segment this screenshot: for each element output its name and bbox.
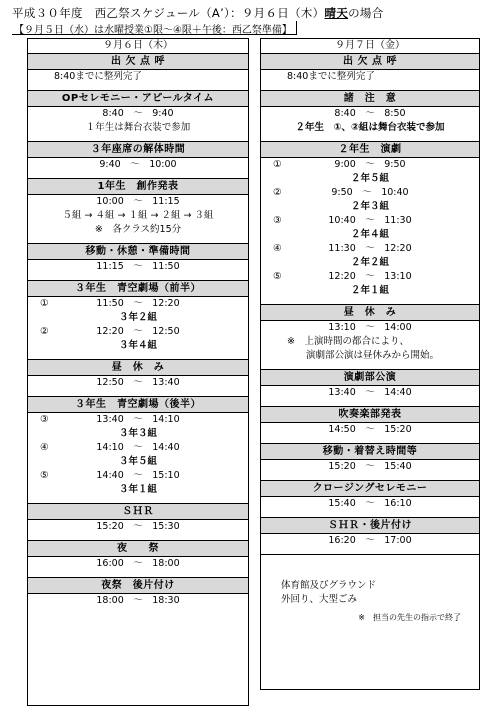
line-text: 9:40 ～ 10:00: [99, 159, 177, 170]
left-section: [28, 396, 248, 503]
order-number-icon: ③: [40, 414, 49, 425]
schedule-line: [28, 158, 248, 172]
line-text: ※ 上演時間の都合により、: [287, 336, 409, 347]
schedule-line: [261, 386, 479, 400]
schedule-line: [261, 107, 479, 121]
schedule-line: [28, 121, 248, 135]
schedule-line: [261, 497, 479, 511]
section-heading: 移動・休憩・準備時間: [28, 244, 248, 260]
line-text: 15:40 ～ 16:10: [328, 498, 412, 509]
line-text: ２年生 ①、②組は舞台衣装で参加: [295, 122, 445, 133]
left-section: [28, 141, 248, 178]
line-text: 15:20 ～ 15:40: [328, 461, 412, 472]
line-text: １年生は舞台衣装で参加: [85, 122, 191, 133]
section-heading: クロージングセレモニー: [261, 481, 479, 497]
left-section: [28, 359, 248, 396]
schedule-line: [28, 413, 248, 427]
section-heading: 夜 祭: [28, 541, 248, 557]
day2-footer: [261, 554, 479, 625]
line-text: ３年３組: [118, 428, 157, 439]
class-label: [261, 121, 479, 135]
right-section: [261, 443, 479, 480]
schedule-line: [261, 349, 479, 363]
order-number-icon: ④: [273, 243, 282, 254]
line-text: 11:50 ～ 12:20: [96, 298, 180, 309]
schedule-line: [261, 70, 479, 84]
line-text: 16:00 ～ 18:00: [96, 558, 180, 569]
line-text: ３年４組: [118, 340, 157, 351]
day2-schedule-column: [260, 38, 480, 690]
left-section: [28, 540, 248, 577]
schedule-line: [28, 107, 248, 121]
schedule-line: [261, 460, 479, 474]
line-text: 9:50 ～ 10:40: [331, 187, 409, 198]
order-number-icon: ⑤: [273, 271, 282, 282]
line-text: ２年５組: [350, 173, 389, 184]
schedule-line: [28, 376, 248, 390]
line-text: 13:40 ～ 14:40: [328, 387, 412, 398]
schedule-line: [28, 441, 248, 455]
schedule-line: [261, 335, 479, 349]
schedule-line: [261, 158, 479, 172]
order-number-icon: ⑤: [40, 470, 49, 481]
section-heading: 移動・着替え時間等: [261, 444, 479, 460]
line-text: 11:30 ～ 12:20: [328, 243, 412, 254]
section-heading: 夜祭 後片付け: [28, 578, 248, 594]
class-label: [261, 172, 479, 186]
order-number-icon: ③: [273, 215, 282, 226]
line-text: 13:40 ～ 14:10: [96, 414, 180, 425]
line-text: 18:00 ～ 18:30: [96, 595, 180, 606]
schedule-line: [261, 186, 479, 200]
class-label: [28, 483, 248, 497]
section-heading: ３年座席の解体時間: [28, 142, 248, 158]
section-heading: 出 欠 点 呼: [261, 54, 479, 70]
class-label: [261, 228, 479, 242]
page-title: 平成３０年度 西乙祭スケジュール（A’）：９月６日（木）晴天の場合: [12, 6, 384, 20]
line-text: 13:10 ～ 14:00: [328, 322, 412, 333]
line-text: 8:40までに整列完了: [287, 71, 375, 82]
section-heading: 吹奏楽部発表: [261, 407, 479, 423]
left-section: [28, 178, 248, 243]
right-section: [261, 90, 479, 141]
left-section: [28, 54, 248, 90]
line-text: 8:40までに整列完了: [54, 71, 142, 82]
line-text: ２年２組: [350, 257, 389, 268]
section-heading: 昼 休 み: [261, 305, 479, 321]
day2-header: ９月７日（金）: [261, 39, 479, 54]
footer-note: ※ 担当の先生の指示で終了: [358, 613, 461, 622]
line-text: 14:10 ～ 14:40: [96, 442, 180, 453]
right-section: [261, 54, 479, 90]
line-text: 15:20 ～ 15:30: [96, 521, 180, 532]
right-section: [261, 406, 479, 443]
line-text: 11:15 ～ 11:50: [96, 261, 180, 272]
line-text: 演劇部公演は昼休みから開始。: [287, 350, 440, 361]
section-heading: 出 欠 点 呼: [28, 54, 248, 70]
left-section: [28, 577, 248, 614]
section-heading: 演劇部公演: [261, 370, 479, 386]
order-number-icon: ①: [40, 298, 49, 309]
right-section: [261, 369, 479, 406]
line-text: ３年２組: [118, 312, 157, 323]
class-label: [28, 311, 248, 325]
line-text: 9:00 ～ 9:50: [334, 159, 406, 170]
line-text: ２年１組: [350, 285, 389, 296]
section-heading: ＳＨＲ: [28, 504, 248, 520]
left-section: [28, 280, 248, 359]
class-label: [28, 339, 248, 353]
left-section: [28, 503, 248, 540]
line-text: 16:20 ～ 17:00: [328, 535, 412, 546]
section-heading: OPセレモニー・アピールタイム: [28, 91, 248, 107]
weather-label: 晴天: [324, 6, 349, 20]
line-text: 10:00 ～ 11:15: [96, 196, 180, 207]
schedule-line: [261, 534, 479, 548]
schedule-line: [28, 70, 248, 84]
schedule-line: [28, 297, 248, 311]
order-number-icon: ②: [273, 187, 282, 198]
section-heading: ２年生 演劇: [261, 142, 479, 158]
line-text: ※ 各クラス約15分: [94, 224, 182, 235]
schedule-line: [261, 242, 479, 256]
order-number-icon: ②: [40, 326, 49, 337]
class-label: [28, 427, 248, 441]
section-heading: ３年生 青空劇場（後半）: [28, 397, 248, 413]
schedule-line: [28, 223, 248, 237]
schedule-line: [28, 209, 248, 223]
right-section: [261, 480, 479, 517]
line-text: 14:50 ～ 15:20: [328, 424, 412, 435]
right-section: [261, 517, 479, 554]
order-number-icon: ④: [40, 442, 49, 453]
right-section: [261, 304, 479, 369]
section-heading: 1年生 創作発表: [28, 179, 248, 195]
line-text: ３年５組: [118, 456, 157, 467]
schedule-line: [261, 423, 479, 437]
class-label: [261, 284, 479, 298]
section-heading: 諸 注 意: [261, 91, 479, 107]
section-heading: ＳＨＲ・後片付け: [261, 518, 479, 534]
page-subtitle: 【９月５日（水）は水曜授業①限～④限＋午後：西乙祭準備】: [12, 21, 297, 35]
class-label: [28, 455, 248, 469]
line-text: 12:20 ～ 12:50: [96, 326, 180, 337]
line-text: ５組 → ４組 → １組 → ２組 → ３組: [62, 210, 214, 221]
line-text: 8:40 ～ 8:50: [334, 108, 406, 119]
line-text: ３年１組: [118, 484, 157, 495]
left-section: [28, 243, 248, 280]
schedule-line: [28, 260, 248, 274]
day1-schedule-column: [27, 38, 249, 706]
schedule-line: [28, 557, 248, 571]
line-text: ２年３組: [350, 201, 389, 212]
footer-line: 体育館及びグラウンド: [281, 580, 377, 591]
line-text: 12:20 ～ 13:10: [328, 271, 412, 282]
class-label: [261, 256, 479, 270]
schedule-line: [28, 469, 248, 483]
schedule-line: [261, 321, 479, 335]
line-text: 14:40 ～ 15:10: [96, 470, 180, 481]
line-text: 10:40 ～ 11:30: [328, 215, 412, 226]
order-number-icon: ①: [273, 159, 282, 170]
schedule-line: [28, 195, 248, 209]
schedule-line: [28, 594, 248, 608]
section-heading: ３年生 青空劇場（前半）: [28, 281, 248, 297]
line-text: 12:50 ～ 13:40: [96, 377, 180, 388]
line-text: ２年４組: [350, 229, 389, 240]
line-text: 8:40 ～ 9:40: [102, 108, 174, 119]
schedule-line: [28, 520, 248, 534]
day1-header: ９月６日（木）: [28, 39, 248, 54]
schedule-line: [28, 325, 248, 339]
left-section: [28, 90, 248, 141]
schedule-line: [261, 270, 479, 284]
schedule-line: [261, 214, 479, 228]
class-label: [261, 200, 479, 214]
section-heading: 昼 休 み: [28, 360, 248, 376]
footer-line: 外回り、大型ごみ: [281, 594, 358, 605]
right-section: [261, 141, 479, 304]
